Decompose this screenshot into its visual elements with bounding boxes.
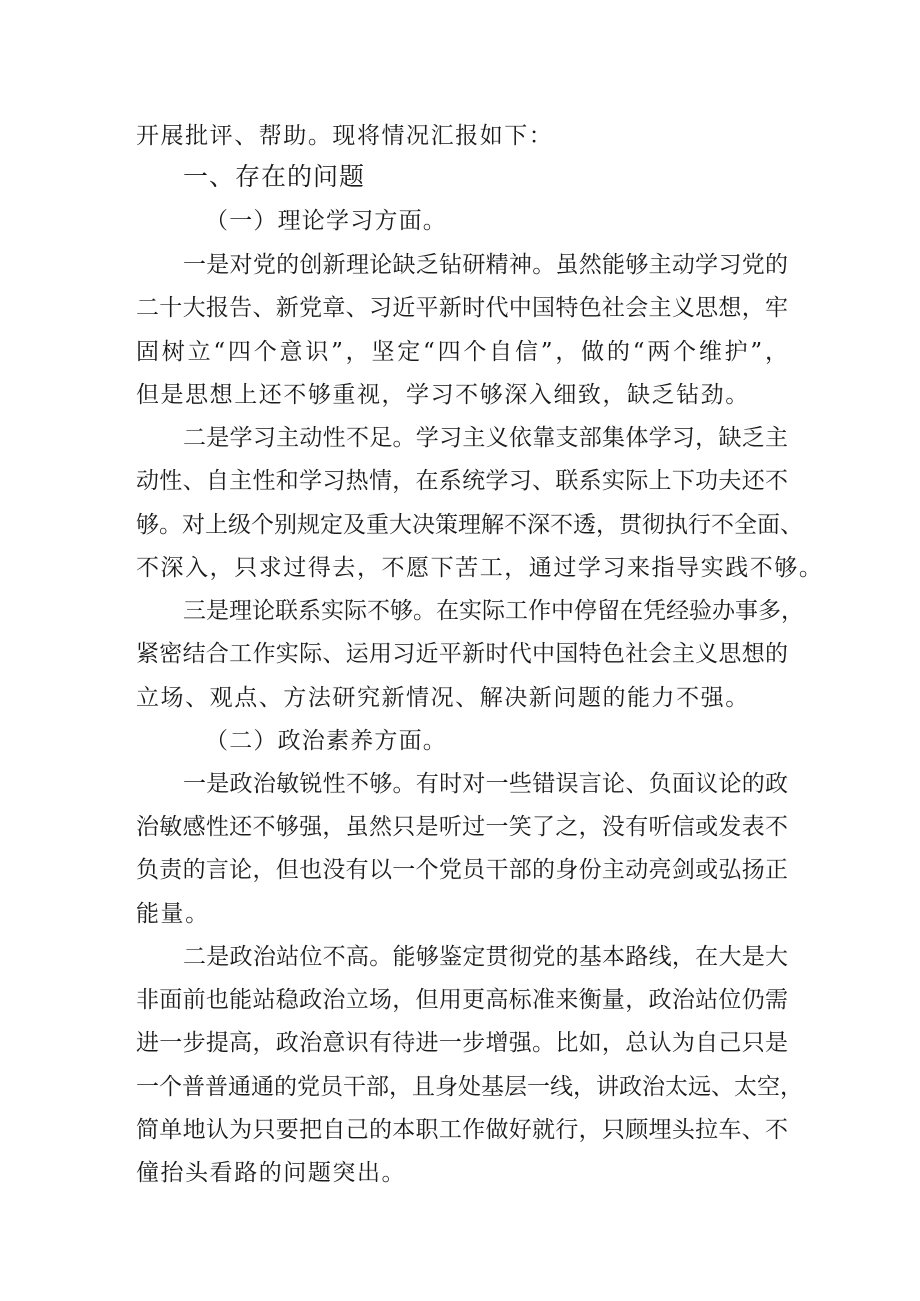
text-line: 一个普普通通的党员干部，且身处基层一线，讲政治太远、太空， — [136, 1074, 803, 1100]
text-line: 紧密结合工作实际、运用习近平新时代中国特色社会主义思想的 — [136, 641, 788, 667]
text-line: 一是对党的创新理论缺乏钻研精神。虽然能够主动学习党的 — [183, 252, 788, 278]
text-line: 非面前也能站稳政治立场，但用更高标准来衡量，政治站位仍需 — [136, 987, 788, 1013]
text-line: 二是政治站位不高。能够鉴定贯彻党的基本路线，在大是大 — [183, 944, 788, 970]
text-line: 能量。 — [136, 901, 210, 927]
text-line: 立场、观点、方法研究新情况、解决新问题的能力不强。 — [136, 685, 750, 711]
text-line: 三是理论联系实际不够。在实际工作中停留在凭经验办事多， — [183, 598, 804, 624]
subsection-heading: （二）政治素养方面。 — [205, 728, 447, 754]
text-line: 治敏感性还不够强，虽然只是听过一笑了之，没有听信或发表不 — [136, 814, 788, 840]
text-line: 进一步提高，政治意识有待进一步增强。比如，总认为自己只是 — [136, 1030, 788, 1056]
text-line: 简单地认为只要把自己的本职工作做好就行，只顾埋头拉车、不 — [136, 1117, 788, 1143]
subsection-heading: （一）理论学习方面。 — [205, 208, 447, 234]
text-line: 僮抬头看路的问题突出。 — [136, 1160, 407, 1186]
text-line: 够。对上级个别规定及重大决策理解不深不透，贯彻执行不全面、 — [136, 512, 803, 538]
text-line: 开展批评、帮助。现将情况汇报如下： — [136, 123, 554, 149]
text-line: 二十大报告、新党章、习近平新时代中国特色社会主义思想，牢 — [136, 295, 788, 321]
text-line: 固树立“四个意识”，坚定“四个自信”，做的“两个维护”， — [136, 339, 788, 365]
text-line: 动性、自主性和学习热情，在系统学习、联系实际上下功夫还不 — [136, 468, 788, 494]
text-line: 二是学习主动性不足。学习主义依靠支部集体学习，缺乏主 — [183, 425, 788, 451]
text-line: 不深入，只求过得去，不愿下苦工，通过学习来指导实践不够。 — [136, 555, 824, 581]
text-line: 负责的言论，但也没有以一个党员干部的身份主动亮剑或弘扬正 — [136, 857, 788, 883]
section-heading: 一、存在的问题 — [183, 162, 366, 191]
text-line: 但是思想上还不够重视，学习不够深入细致，缺乏钻劲。 — [136, 382, 750, 408]
text-line: 一是政治敏锐性不够。有时对一些错误言论、负面议论的政 — [183, 771, 788, 797]
